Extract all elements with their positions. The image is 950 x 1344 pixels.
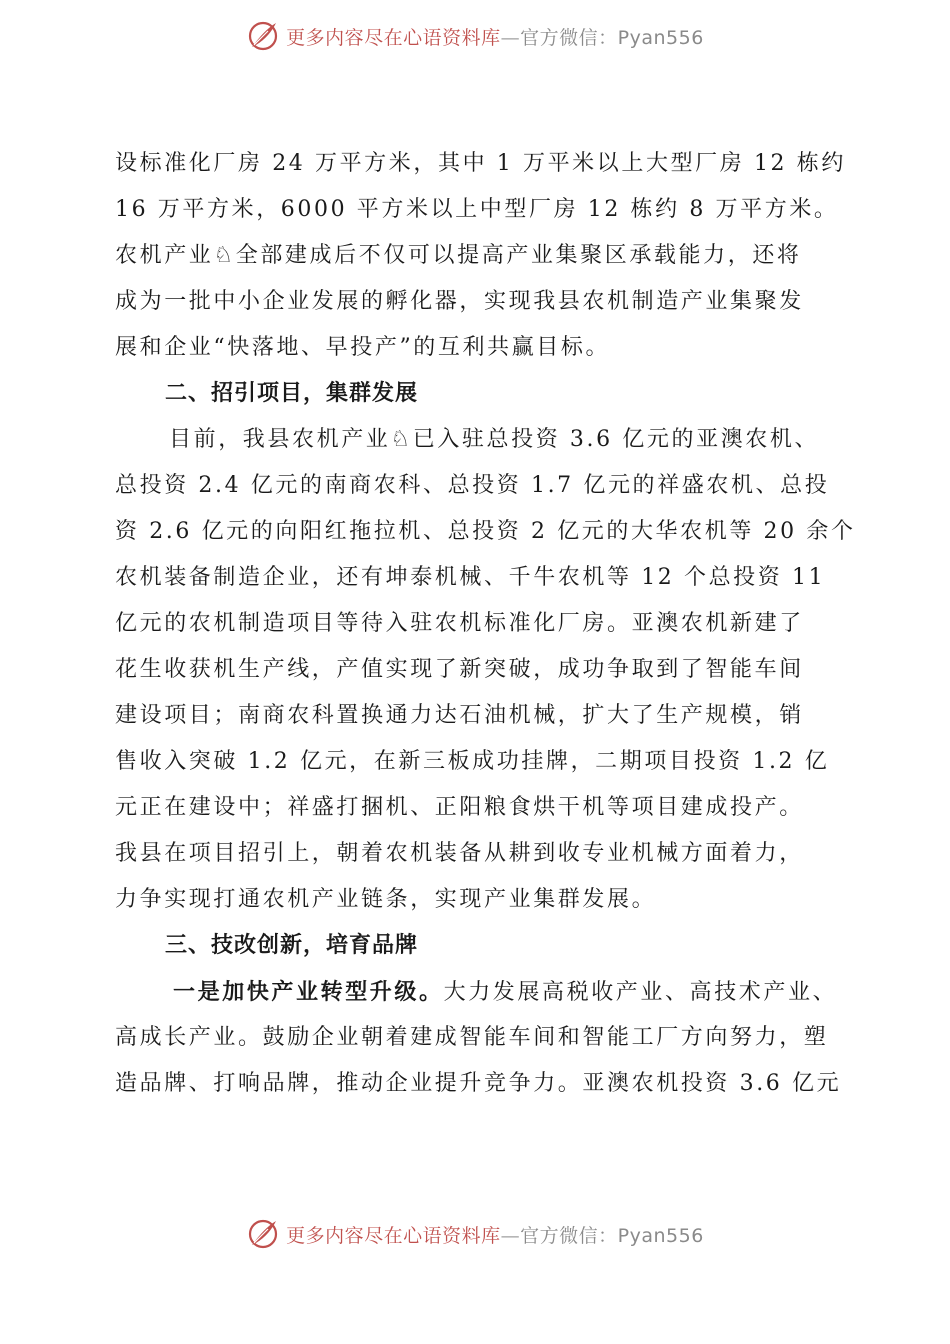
text-line: [115, 969, 875, 1015]
text-line: 造品牌、打响品牌，推动企业提升竞争力。亚澳农机投资 3.6 亿元: [115, 1071, 842, 1096]
banner-wechat: 官方微信：Pyan556: [520, 26, 704, 49]
text-line: 元正在建设中；祥盛打捆机、正阳粮食烘干机等项目建成投产。: [115, 795, 804, 820]
text-line: 我县在项目招引上，朝着农机装备从耕到收专业机械方面着力，: [115, 841, 804, 866]
text-line: 成为一批中小企业发展的孵化器，实现我县农机制造产业集聚发: [115, 289, 804, 314]
text-line: 设标准化厂房 24 万平方米，其中 1 万平米以上大型厂房 12 栋约: [115, 151, 846, 176]
text-line: 建设项目；南商农科置换通力达石油机械，扩大了生产规模，销: [115, 703, 804, 728]
banner-separator: —: [500, 26, 521, 49]
paragraph-lead-rest: 大力发展高税收产业、高技术产业、: [443, 980, 838, 1005]
quill-logo-icon: [246, 1217, 280, 1251]
text-line: 花生收获机生产线，产值实现了新突破，成功争取到了智能车间: [115, 657, 804, 682]
banner-title: 更多内容尽在心语资料库: [286, 1224, 501, 1247]
section-heading-3: 三、技改创新，培育品牌: [165, 933, 419, 958]
text-line: 售收入突破 1.2 亿元，在新三板成功挂牌，二期项目投资 1.2 亿: [115, 749, 830, 774]
banner-separator: —: [500, 1224, 521, 1247]
banner-wechat: 官方微信：Pyan556: [520, 1224, 704, 1247]
banner-title: 更多内容尽在心语资料库: [286, 26, 501, 49]
text-line: 总投资 2.4 亿元的南商农科、总投资 1.7 亿元的祥盛农机、总投: [115, 473, 830, 498]
text-line: 农机装备制造企业，还有坤泰机械、千牛农机等 12 个总投资 11: [115, 565, 826, 590]
text-line: 目前，我县农机产业♘已入驻总投资 3.6 亿元的亚澳农机、: [169, 427, 820, 452]
text-line: 农机产业♘全部建成后不仅可以提高产业集聚区承载能力，还将: [115, 243, 802, 268]
footer-banner: [0, 1214, 950, 1254]
banner-text: [286, 1221, 704, 1248]
quill-logo-icon: [246, 19, 280, 53]
text-line: 16 万平方米，6000 平方米以上中型厂房 12 栋约 8 万平方米。: [115, 197, 839, 222]
text-line: 展和企业“快落地、早投产”的互利共赢目标。: [115, 335, 611, 360]
text-line: 力争实现打通农机产业链条，实现产业集群发展。: [115, 887, 657, 912]
header-banner: [0, 16, 950, 56]
banner-text: [286, 23, 704, 50]
section-heading-2: 二、招引项目，集群发展: [165, 381, 419, 406]
text-line: 亿元的农机制造项目等待入驻农机标准化厂房。亚澳农机新建了: [115, 611, 804, 636]
text-line: 资 2.6 亿元的向阳红拖拉机、总投资 2 亿元的大华农机等 20 余个: [115, 519, 856, 544]
document-body: [115, 141, 875, 1107]
paragraph-lead: 一是加快产业转型升级。: [173, 979, 444, 1005]
text-line: 高成长产业。鼓励企业朝着建成智能车间和智能工厂方向努力，塑: [115, 1025, 829, 1050]
